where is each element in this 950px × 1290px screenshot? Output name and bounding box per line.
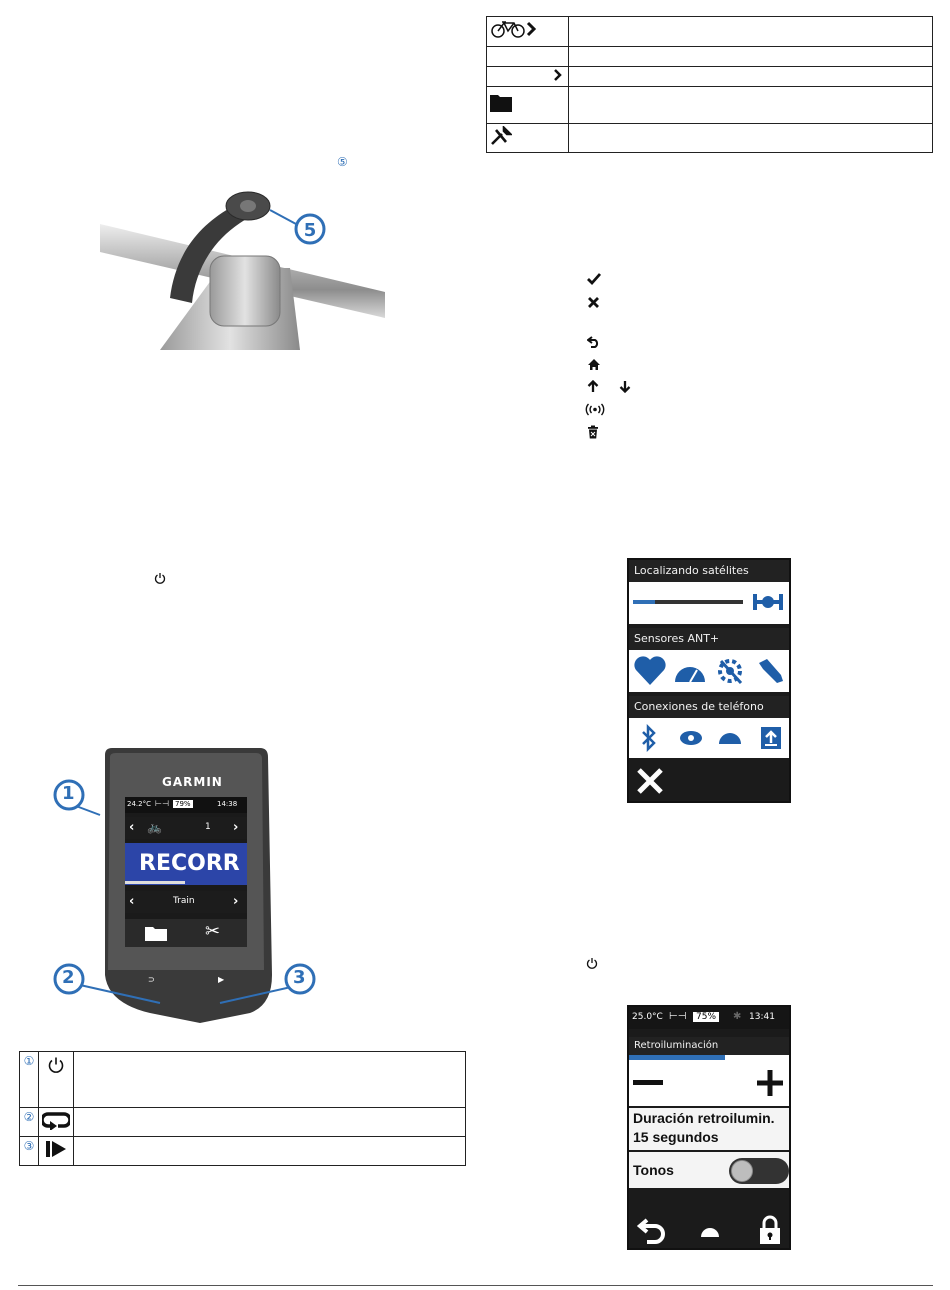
device-temp: 24.2°C — [127, 800, 151, 808]
home-icon — [587, 358, 601, 371]
start-stop-icon — [43, 1139, 69, 1159]
backlight-temp: 25.0°C — [632, 1012, 663, 1022]
callout-1-large: 1 — [62, 783, 75, 804]
device-bottom-row — [125, 919, 247, 947]
table-row — [487, 47, 933, 67]
device-profile-row[interactable] — [125, 817, 247, 839]
device-brand: GARMIN — [162, 775, 223, 789]
ant-sensors-row — [629, 650, 789, 692]
upload-icon[interactable] — [759, 725, 783, 751]
start-stop-icon[interactable]: ▶ — [218, 975, 225, 984]
backlight-status-bar — [629, 1007, 789, 1029]
icon-table — [486, 16, 933, 153]
device-record-button[interactable] — [125, 843, 247, 885]
device-activity-row[interactable] — [125, 891, 247, 913]
table-row — [20, 1137, 466, 1166]
button-table — [19, 1051, 466, 1166]
power-icon — [586, 957, 598, 970]
mount-illustration — [100, 188, 385, 350]
satellite-progress-fill — [633, 600, 655, 604]
phone-connections-row — [629, 718, 789, 758]
arrow-up-icon — [587, 380, 599, 393]
tones-toggle[interactable] — [729, 1158, 789, 1184]
minus-icon[interactable] — [633, 1080, 663, 1085]
table-row — [20, 1052, 466, 1108]
weather-icon[interactable] — [717, 728, 743, 746]
lap-icon[interactable]: ⊃ — [148, 975, 155, 984]
cadence-sensor-icon[interactable] — [713, 655, 747, 687]
back-icon — [587, 335, 601, 348]
device-status-bar — [125, 797, 247, 813]
callout-2-large: 2 — [62, 967, 75, 988]
callout-5: ⑤ — [337, 155, 348, 169]
table-row — [487, 67, 933, 87]
chevron-left-icon[interactable]: ‹ — [129, 820, 135, 835]
device-time: 14:38 — [217, 800, 238, 808]
tones-row — [629, 1152, 789, 1188]
table-row — [487, 124, 933, 153]
satellite-header: Localizando satélites — [629, 560, 789, 582]
table-row — [487, 87, 933, 124]
device-illustration — [50, 745, 340, 1045]
power-icon — [47, 1056, 65, 1074]
footer-rule — [18, 1285, 933, 1286]
satellite-screen — [627, 558, 791, 803]
backlight-header: Retroiluminación — [629, 1037, 789, 1055]
ant-sensors-header: Sensores ANT+ — [629, 628, 789, 650]
backlight-time: 13:41 — [749, 1012, 775, 1022]
backlight-duration-label: Duración retroilumin. — [633, 1110, 775, 1126]
backlight-duration-value: 15 segundos — [633, 1129, 719, 1145]
callout-5-large: 5 — [303, 220, 317, 241]
trash-icon — [587, 425, 599, 439]
plus-icon[interactable] — [755, 1068, 785, 1098]
chevron-left-icon[interactable]: ‹ — [129, 894, 135, 909]
device-activity-label: Train — [173, 896, 195, 906]
tools-icon[interactable]: ✂ — [205, 921, 221, 942]
wireless-icon — [585, 403, 605, 416]
speed-sensor-icon[interactable] — [673, 658, 707, 684]
device-screen — [125, 797, 247, 947]
lap-icon — [42, 1110, 70, 1130]
power-sensor-icon[interactable] — [753, 655, 787, 687]
phone-connections-header: Conexiones de teléfono — [629, 696, 789, 718]
gps-icon — [751, 590, 785, 614]
device-gps-icon: ⊢⊣ — [155, 799, 169, 808]
back-icon[interactable] — [637, 1217, 667, 1245]
arrow-down-icon — [619, 380, 631, 393]
backlight-screen — [627, 1005, 791, 1250]
table-row — [487, 17, 933, 47]
livetrack-icon[interactable] — [679, 730, 703, 746]
chevron-right-icon[interactable]: › — [233, 820, 239, 835]
backlight-duration-row[interactable] — [629, 1108, 789, 1150]
device-battery: 79% — [175, 800, 191, 808]
close-icon[interactable] — [635, 766, 665, 796]
weather-icon[interactable] — [699, 1225, 721, 1239]
device-record-label: RECORR — [139, 851, 240, 876]
power-icon — [154, 572, 166, 585]
bike-icon — [490, 19, 540, 39]
chevron-right-icon[interactable]: › — [233, 894, 239, 909]
tools-icon — [490, 126, 512, 146]
folder-icon — [490, 94, 512, 112]
backlight-battery: 75% — [693, 1012, 719, 1022]
close-icon — [587, 296, 600, 309]
chevron-right-icon — [553, 69, 562, 81]
lock-icon[interactable] — [757, 1215, 783, 1245]
toggle-knob — [731, 1160, 753, 1182]
satellite-progress-row — [629, 582, 789, 624]
tones-label: Tonos — [633, 1162, 674, 1178]
device-profile-number: 1 — [205, 822, 211, 832]
bike-icon: 🚲 — [147, 820, 162, 834]
table-row — [20, 1108, 466, 1137]
callout-2: ② — [23, 1110, 35, 1124]
backlight-adjust-row — [629, 1060, 789, 1106]
callout-1: ① — [23, 1054, 35, 1068]
callout-3: ③ — [23, 1139, 35, 1153]
gps-icon: ⊢⊣ — [669, 1011, 687, 1022]
bluetooth-icon[interactable] — [639, 724, 659, 752]
checkmark-icon — [586, 272, 602, 286]
callout-3-large: 3 — [293, 967, 306, 988]
heart-rate-icon[interactable] — [633, 655, 667, 687]
folder-icon[interactable] — [145, 925, 167, 941]
bluetooth-icon: ✱ — [733, 1011, 742, 1022]
